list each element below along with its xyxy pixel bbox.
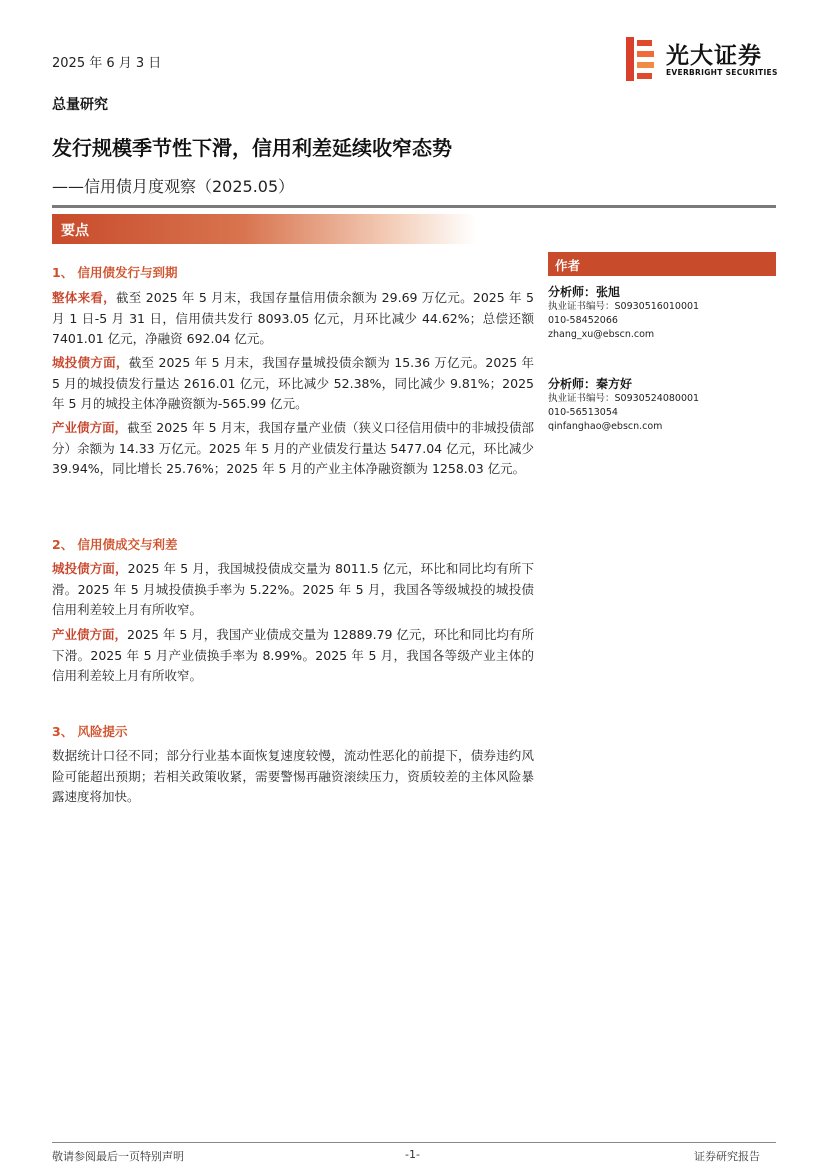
author-name: 分析师：张旭 xyxy=(548,285,621,299)
brand-name-en: EVERBRIGHT SECURITIES xyxy=(666,68,778,77)
paragraph-risk xyxy=(52,746,534,808)
author-email[interactable]: qinfanghao@ebscn.com xyxy=(548,421,663,432)
section-heading-risk: 3、 风险提示 xyxy=(52,724,128,739)
paragraph-text: 2025 年 5 月，我国产业债成交量为 12889.79 亿元，环比和同比均有所下滑。2025 年 5 月产业债换手率为 8.99%。2025 年 5 月，我国各等级产业主体的信用利差较上月有所收窄。 xyxy=(52,627,534,683)
paragraph-lead: 城投债方面， xyxy=(52,355,129,370)
brand-name-cn: 光大证券 xyxy=(666,43,762,69)
key-points-label: 要点 xyxy=(61,223,89,239)
report-category: 总量研究 xyxy=(52,97,108,113)
author-cert: 执业证书编号：S0930524080001 xyxy=(548,393,700,404)
header-divider xyxy=(52,205,776,208)
key-points-banner xyxy=(52,214,476,244)
author-cert: 执业证书编号：S0930516010001 xyxy=(548,301,700,312)
paragraph-chengtou xyxy=(52,353,534,415)
authors-banner xyxy=(548,252,776,276)
section-heading-trading: 2、 信用债成交与利差 xyxy=(52,537,178,552)
author-phone: 010-56513054 xyxy=(548,407,618,418)
paragraph-lead: 城投债方面， xyxy=(52,561,128,576)
paragraph-lead: 整体来看， xyxy=(52,290,116,305)
paragraph-text: 数据统计口径不同；部分行业基本面恢复速度较慢，流动性恶化的前提下，债券违约风险可能超出预期；若相关政策收紧，需要警惕再融资滚续压力，资质较差的主体风险暴露速度将加快。 xyxy=(52,748,534,804)
brand-logo-mark-icon xyxy=(626,37,656,81)
author-card xyxy=(548,284,776,342)
paragraph-overall xyxy=(52,288,534,350)
paragraph-lead: 产业债方面， xyxy=(52,420,128,435)
section-heading-issuance: 1、 信用债发行与到期 xyxy=(52,265,178,280)
report-title: 发行规模季节性下滑，信用利差延续收窄态势 xyxy=(52,136,452,160)
author-email[interactable]: zhang_xu@ebscn.com xyxy=(548,329,655,340)
paragraph-text: 截至 2025 年 5 月末，我国存量信用债余额为 29.69 万亿元。2025 年 5 月 1 日-5 月 31 日，信用债共发行 8093.05 亿元，月环比减少 44.62%；总偿还额 7401.01 亿元，净融资 692.04 亿元。 xyxy=(52,290,534,346)
brand-logo xyxy=(626,37,776,83)
footer-report-type: 证券研究报告 xyxy=(694,1150,760,1163)
author-card xyxy=(548,376,776,434)
paragraph-text: 2025 年 5 月，我国城投债成交量为 8011.5 亿元，环比和同比均有所下滑。2025 年 5 月城投债换手率为 5.22%。2025 年 5 月，我国各等级城投的城投债信用利差较上月有所收窄。 xyxy=(52,561,534,617)
author-phone: 010-58452066 xyxy=(548,315,618,326)
paragraph-text: 截至 2025 年 5 月末，我国存量城投债余额为 15.36 万亿元。2025 年 5 月的城投债发行量达 2616.01 亿元，环比减少 52.38%，同比减少 9.81%；2025 年 5 月的城投主体净融资额为-565.99 亿元。 xyxy=(52,355,534,411)
author-name: 分析师：秦方好 xyxy=(548,377,633,391)
paragraph-industry xyxy=(52,418,534,480)
footer-divider xyxy=(52,1142,776,1143)
page-number: -1- xyxy=(405,1148,420,1161)
report-date: 2025 年 6 月 3 日 xyxy=(52,56,162,71)
report-subtitle: ——信用债月度观察（2025.05） xyxy=(52,177,295,196)
footer-disclaimer: 敬请参阅最后一页特别声明 xyxy=(52,1150,184,1163)
paragraph-chengtou-trading xyxy=(52,559,534,621)
paragraph-industry-trading xyxy=(52,625,534,687)
paragraph-lead: 产业债方面， xyxy=(52,627,128,642)
authors-label: 作者 xyxy=(555,258,581,273)
paragraph-text: 截至 2025 年 5 月末，我国存量产业债（狭义口径信用债中的非城投债部分）余额为 14.33 万亿元。2025 年 5 月的产业债发行量达 5477.04 亿元，环比减少 39.94%，同比增长 25.76%；2025 年 5 月的产业主体净融资额为 1258.03 亿元。 xyxy=(52,420,534,476)
